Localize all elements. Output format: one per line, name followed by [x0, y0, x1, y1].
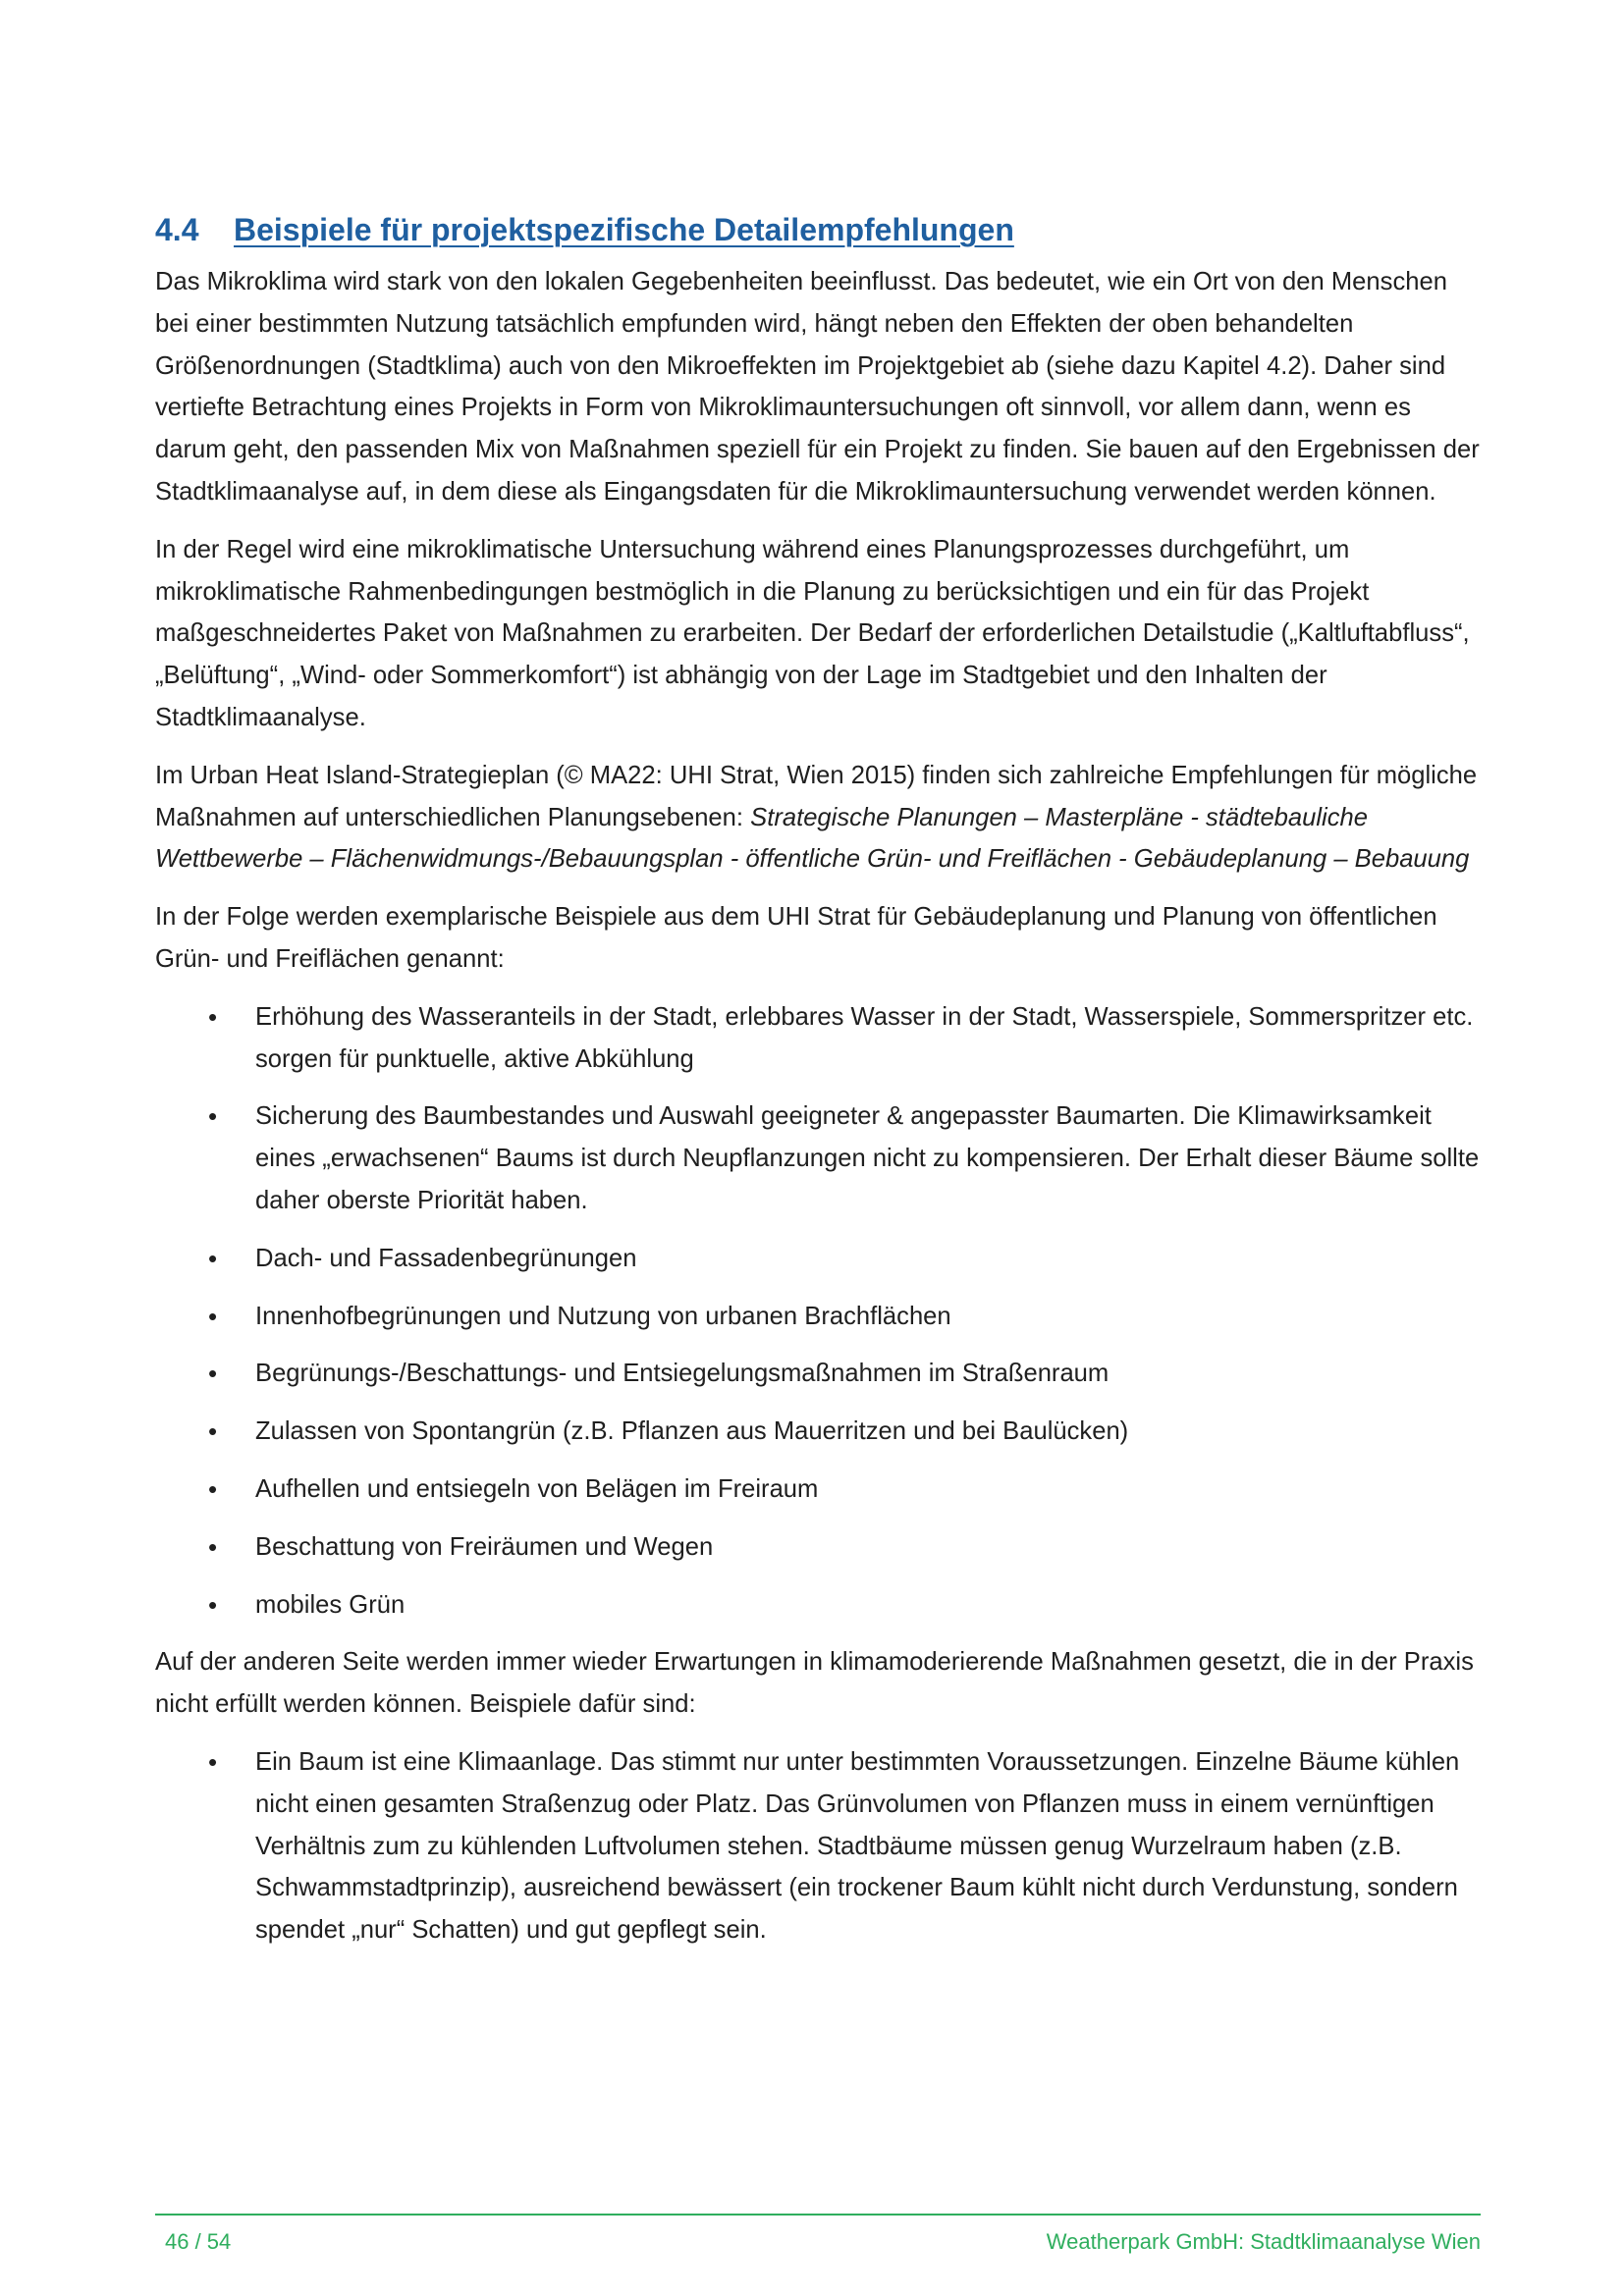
list-item [155, 996, 1481, 1081]
list-item-text: Begrünungs-/Beschattungs- und Entsiegelungsmaßnahmen im Straßenraum [255, 1360, 1110, 1388]
list-item [155, 1411, 1481, 1453]
page-number: 46 / 54 [165, 2229, 232, 2254]
list-item [155, 1526, 1481, 1569]
bullet-icon: • [208, 1359, 218, 1389]
list-item-text: Innenhofbegrünungen und Nutzung von urbanen Brachflächen [255, 1302, 951, 1330]
list-item-text: Dach- und Fassadenbegrünungen [255, 1244, 637, 1272]
list-item [155, 1468, 1481, 1511]
misconceptions-list [155, 1741, 1481, 1951]
list-item-text: Zulassen von Spontangrün (z.B. Pflanzen aus Mauerritzen und bei Baulücken) [255, 1417, 1129, 1446]
paragraph-planning-process: In der Regel wird eine mikroklimatische Untersuchung während eines Planungsprozesses durchgeführt, um mikroklimatische Rahmenbedingungen bestmöglich in die Planung zu berücksichtigen und ein für das Projekt maßgeschneidertes Paket von Maßnahmen zu erarbeiten. Der Bedarf der erforderlichen Detailstudie („Kaltluftabfluss“, „Belüftung“, „Wind- oder Sommerkomfort“) ist abhängig von der Lage im Stadtgebiet und den Inhalten der Stadtklimaanalyse. [155, 535, 1470, 731]
list-item-text: mobiles Grün [255, 1590, 406, 1619]
list-item [155, 1296, 1481, 1338]
list-item [155, 1095, 1481, 1221]
bullet-icon: • [208, 1101, 218, 1132]
list-item-text: Erhöhung des Wasseranteils in der Stadt, erlebbares Wasser in der Stadt, Wasserspiele, Sommerspritzer etc. sorgen für punktuelle, aktive Abkühlung [255, 1002, 1474, 1073]
measures-list [155, 996, 1481, 1627]
uhi-strat-intro: Im Urban Heat Island-Strategieplan (© MA22: UHI Strat, Wien 2015) finden sich zahlreiche Empfehlungen für mögliche Maßnahmen auf unterschiedlichen Planungsebenen: [155, 761, 1478, 831]
list-item [155, 1741, 1481, 1951]
bullet-icon: • [208, 1416, 218, 1447]
document-page [155, 210, 1481, 1967]
section-heading [155, 210, 1481, 249]
bullet-icon: • [208, 1531, 218, 1562]
list-item-text: Sicherung des Baumbestandes und Auswahl geeigneter & angepasster Baumarten. Die Klimawirksamkeit eines „erwachsenen“ Baums ist durch Neupflanzungen nicht zu kompensieren. Der Erhalt dieser Bäume sollte daher oberste Priorität haben. [255, 1102, 1480, 1214]
bullet-icon: • [208, 1243, 218, 1273]
bullet-icon: • [208, 1589, 218, 1620]
bullet-icon: • [208, 1301, 218, 1331]
paragraph-expectations: Auf der anderen Seite werden immer wieder Erwartungen in klimamoderierende Maßnahmen gesetzt, die in der Praxis nicht erfüllt werden können. Beispiele dafür sind: [155, 1648, 1474, 1719]
bullet-icon: • [208, 1473, 218, 1504]
footer-source: Weatherpark GmbH: Stadtklimaanalyse Wien [1046, 2229, 1481, 2254]
bullet-icon: • [208, 1746, 218, 1777]
footer-divider [155, 2214, 1481, 2216]
paragraph-microclimate: Das Mikroklima wird stark von den lokalen Gegebenheiten beeinflusst. Das bedeutet, wie ein Ort von den Menschen bei einer bestimmten Nutzung tatsächlich empfunden wird, hängt neben den Effekten der oben behandelten Größenordnungen (Stadtklima) auch von den Mikroeffekten im Projektgebiet ab (siehe dazu Kapitel 4.2). Daher sind vertiefte Betrachtung eines Projekts in Form von Mikroklimauntersuchungen oft sinnvoll, vor allem dann, wenn es darum geht, den passenden Mix von Maßnahmen speziell für ein Projekt zu finden. Sie bauen auf den Ergebnissen der Stadtklimaanalyse auf, in dem diese als Eingangsdaten für die Mikroklimauntersuchung verwendet werden können. [155, 268, 1480, 506]
list-item-text: Ein Baum ist eine Klimaanlage. Das stimmt nur unter bestimmten Voraussetzungen. Einzelne Bäume kühlen nicht einen gesamten Straßenzug oder Platz. Das Grünvolumen von Pflanzen muss in einem vernünftigen Verhältnis zum zu kühlenden Luftvolumen stehen. Stadtbäume müssen genug Wurzelraum haben (z.B. Schwammstadtprinzip), ausreichend bewässert (ein trockener Baum kühlt nicht durch Verdunstung, sondern spendet „nur“ Schatten) und gut gepflegt sein. [255, 1747, 1460, 1945]
paragraph-examples-intro: In der Folge werden exemplarische Beispiele aus dem UHI Strat für Gebäudeplanung und Planung von öffentlichen Grün- und Freiflächen genannt: [155, 903, 1437, 973]
list-item [155, 1584, 1481, 1627]
list-item [155, 1238, 1481, 1280]
paragraph-uhi-strat [155, 755, 1481, 881]
list-item-text: Beschattung von Freiräumen und Wegen [255, 1532, 714, 1561]
section-number: 4.4 [155, 212, 199, 247]
list-item [155, 1353, 1481, 1395]
list-item-text: Aufhellen und entsiegeln von Belägen im Freiraum [255, 1474, 819, 1503]
planning-levels: Strategische Planungen – Masterpläne - städtebauliche Wettbewerbe – Flächenwidmungs-/Bebauungsplan - öffentliche Grün- und Freiflächen - Gebäudeplanung – Bebauung [155, 803, 1470, 874]
section-title: Beispiele für projektspezifische Detailempfehlungen [234, 212, 1014, 247]
bullet-icon: • [208, 1001, 218, 1032]
